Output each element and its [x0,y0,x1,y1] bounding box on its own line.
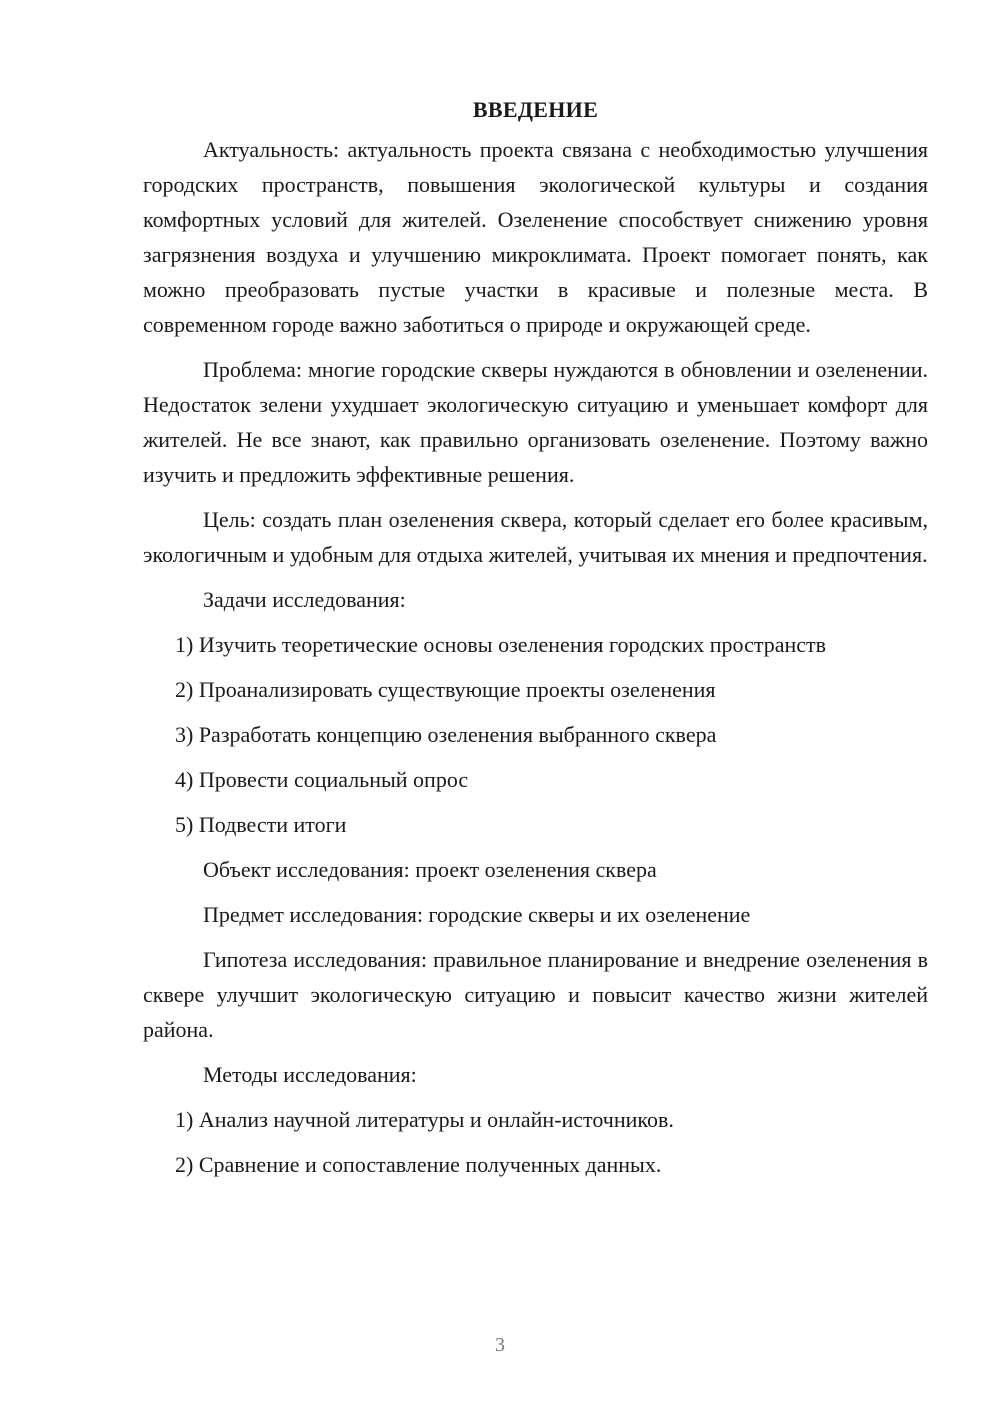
relevance-paragraph: Актуальность: актуальность проекта связана с необходимостью улучшения городских пространств, повышения экологической культуры и создания комфортных условий для жителей. Озеленение способствует снижению уровня загрязнения воздуха и улучшению микроклимата. Проект помогает понять, как можно преобразовать пустые участки в красивые и полезные места. В современном городе важно заботиться о природе и окружающей среде. [143,137,928,337]
list-item: 2) Проанализировать существующие проекты озеленения [175,677,716,702]
methods-heading: Методы исследования: [203,1062,417,1087]
document-page [143,92,928,1192]
hypothesis-paragraph: Гипотеза исследования: правильное планирование и внедрение озеленения в сквере улучшит экологическую ситуацию и повысит качество жизни жителей района. [143,947,928,1042]
tasks-heading: Задачи исследования: [203,587,406,612]
page-number: 3 [495,1334,505,1356]
list-item: 2) Сравнение и сопоставление полученных данных. [175,1152,662,1177]
list-item: 4) Провести социальный опрос [175,767,469,792]
problem-paragraph: Проблема: многие городские скверы нуждаются в обновлении и озеленении. Недостаток зелени ухудшает экологическую ситуацию и уменьшает комфорт для жителей. Не все знают, как правильно организовать озеленение. Поэтому важно изучить и предложить эффективные решения. [143,357,928,487]
tasks-list [143,627,928,842]
document-title: ВВЕДЕНИЕ [472,97,599,122]
list-item: 3) Разработать концепцию озеленения выбранного сквера [175,722,717,747]
goal-paragraph: Цель: создать план озеленения сквера, который сделает его более красивым, экологичным и удобным для отдыха жителей, учитывая их мнения и предпочтения. [143,507,928,567]
list-item: 1) Изучить теоретические основы озеленения городских пространств [175,632,827,657]
list-item: 1) Анализ научной литературы и онлайн-источников. [175,1107,674,1132]
methods-list [143,1102,928,1182]
object-line: Объект исследования: проект озеленения сквера [203,857,657,882]
subject-line: Предмет исследования: городские скверы и их озеленение [203,902,751,927]
list-item: 5) Подвести итоги [175,812,347,837]
